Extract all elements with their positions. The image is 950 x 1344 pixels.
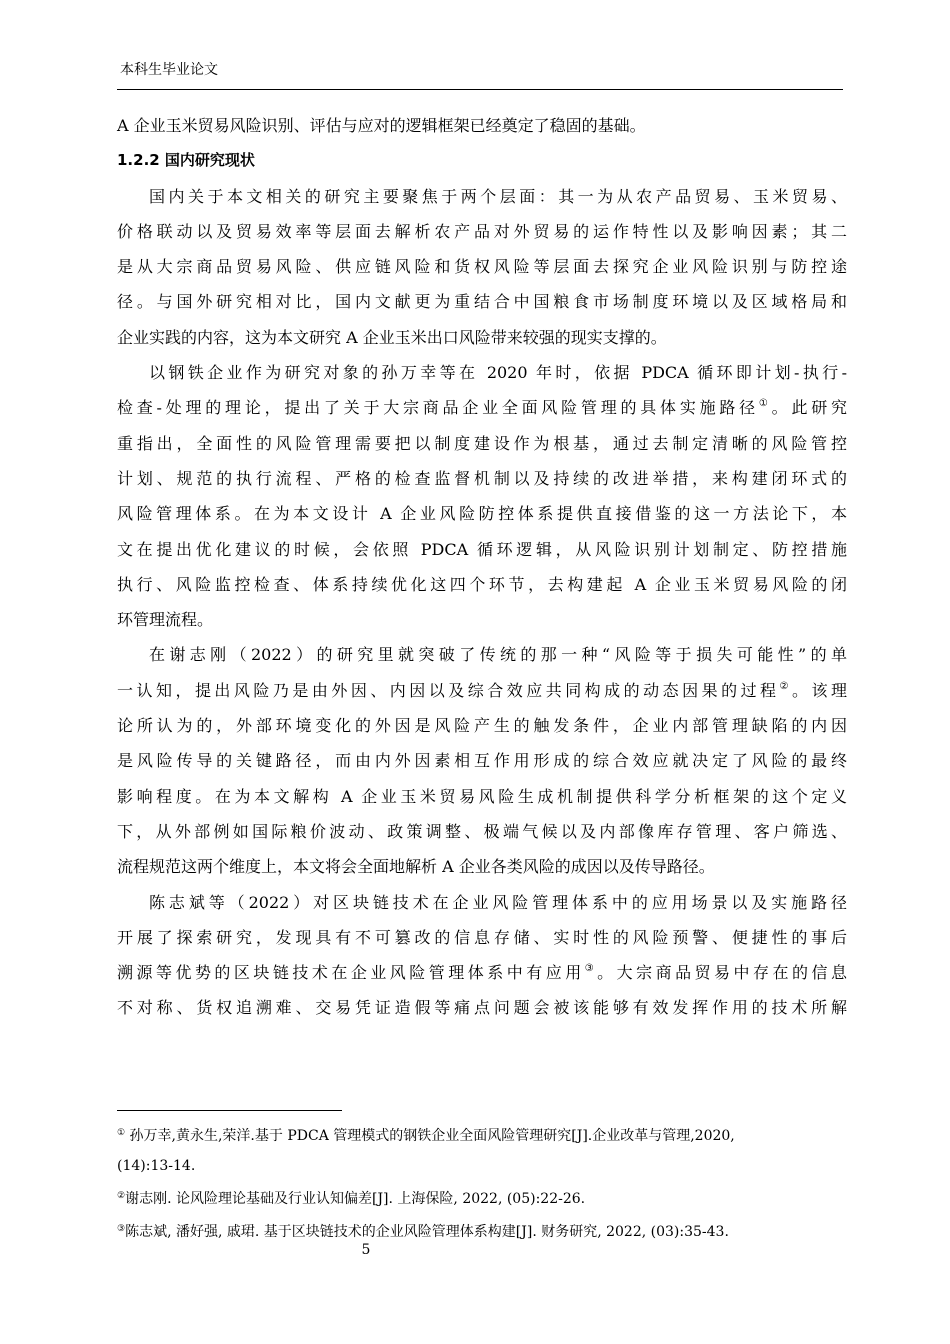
paragraph-line: 文在提出优化建议的时候，会依照 PDCA 循环逻辑，从风险识别计划制定、防控措施 xyxy=(117,539,847,559)
footnote-text: 陈志斌, 潘好强, 戚珺. 基于区块链技术的企业风险管理体系构建[J]. 财务研究, 2022, (03):35-43. xyxy=(125,1224,729,1240)
paragraph-line: 是从大宗商品贸易风险、供应链风险和货权风险等层面去探究企业风险识别与防控途 xyxy=(117,257,847,277)
paragraph-text: 溯源等优势的区块链技术在企业风险管理体系中有应用 xyxy=(117,963,585,983)
footnotes xyxy=(117,1118,847,1247)
paragraph-line: 不对称、货权追溯难、交易凭证造假等痛点问题会被该能够有效发挥作用的技术所解 xyxy=(117,998,847,1018)
paragraph-line: 国内关于本文相关的研究主要聚焦于两个层面：其一为从农产品贸易、玉米贸易、 xyxy=(149,186,847,206)
paragraph-line: 以钢铁企业作为研究对象的孙万幸等在 2020 年时，依据 PDCA 循环即计划-执行- xyxy=(149,363,847,383)
paragraph-text: 。大宗商品贸易中存在的信息 xyxy=(597,963,847,983)
footnote-ref: ② xyxy=(779,680,792,692)
paragraph-line: 重指出，全面性的风险管理需要把以制度建设作为根基，通过去制定清晰的风险管控 xyxy=(117,433,847,453)
footnote-text: 孙万幸,黄永生,荣洋.基于 PDCA 管理模式的钢铁企业全面风险管理研究[J].企业改革与管理,2020, xyxy=(129,1128,735,1144)
paragraph-line: 下，从外部例如国际粮价波动、政策调整、极端气候以及内部像库存管理、客户筛选、 xyxy=(117,821,847,841)
header-title: 本科生毕业论文 xyxy=(120,62,218,78)
section-heading: 1.2.2 国内研究现状 xyxy=(117,151,255,170)
paragraph-line: 论所认为的，外部环境变化的外因是风险产生的触发条件，企业内部管理缺陷的内因 xyxy=(117,716,847,736)
paragraph-line: 环管理流程。 xyxy=(117,610,214,630)
footnote-text: 谢志刚. 论风险理论基础及行业认知偏差[J]. 上海保险, 2022, (05):22-26. xyxy=(125,1191,586,1207)
paragraph-line: 价格联动以及贸易效率等层面去解析农产品对外贸易的运作特性以及影响因素；其二 xyxy=(117,221,847,241)
paragraph-line xyxy=(117,673,847,708)
footnote-mark: ① xyxy=(117,1128,126,1138)
paragraph-text: 。此研究 xyxy=(771,398,847,418)
paragraph-text: 一认知，提出风险乃是由外因、内因以及综合效应共同构成的动态因果的过程 xyxy=(117,680,780,700)
footnote-1-continued: (14):13-14. xyxy=(117,1158,196,1174)
body-text xyxy=(117,108,847,1026)
paragraph-line: 是风险传导的关键路径，而由内外因素相互作用形成的综合效应就决定了风险的最终 xyxy=(117,751,847,771)
paragraph-line: 陈志斌等（2022）对区块链技术在企业风险管理体系中的应用场景以及实施路径 xyxy=(149,892,847,912)
paragraph-line xyxy=(117,390,847,425)
paragraph-text: 。该理 xyxy=(792,680,847,700)
page-header xyxy=(117,60,843,80)
page-number: 5 xyxy=(361,1242,371,1258)
paragraph-text: 检查-处理的理论，提出了关于大宗商品企业全面风险管理的具体实施路径 xyxy=(117,398,759,418)
paragraph-line: 影响程度。在为本文解构 A 企业玉米贸易风险生成机制提供科学分析框架的这个定义 xyxy=(117,786,847,806)
paragraph-line: 开展了探索研究，发现具有不可篡改的信息存储、实时性的风险预警、便捷性的事后 xyxy=(117,927,847,947)
paragraph-line: 径。与国外研究相对比，国内文献更为重结合中国粮食市场制度环境以及区域格局和 xyxy=(117,292,847,312)
footnote-ref: ③ xyxy=(584,963,598,975)
footnote-3 xyxy=(117,1214,847,1247)
footnote-mark: ② xyxy=(117,1191,126,1201)
paragraph-line: 执行、风险监控检查、体系持续优化这四个环节，去构建起 A 企业玉米贸易风险的闭 xyxy=(117,574,847,594)
header-rule xyxy=(117,89,843,90)
footnote-2 xyxy=(117,1181,847,1214)
paragraph-line: 流程规范这两个维度上，本文将会全面地解析 A 企业各类风险的成因以及传导路径。 xyxy=(117,857,715,877)
footnote-1 xyxy=(117,1118,847,1151)
footnote-ref: ① xyxy=(758,398,772,410)
paragraph-line: 在谢志刚（2022）的研究里就突破了传统的那一种“风险等于损失可能性”的单 xyxy=(149,645,847,665)
paragraph-line: 企业实践的内容，这为本文研究 A 企业玉米出口风险带来较强的现实支撑的。 xyxy=(117,327,667,347)
paragraph-line: 计划、规范的执行流程、严格的检查监督机制以及持续的改进举措，来构建闭环式的 xyxy=(117,468,847,488)
footnote-separator xyxy=(117,1110,342,1111)
paragraph-line: A 企业玉米贸易风险识别、评估与应对的逻辑框架已经奠定了稳固的基础。 xyxy=(117,116,646,135)
paragraph-line xyxy=(117,955,847,990)
footnote-mark: ③ xyxy=(117,1224,126,1234)
paragraph-line: 风险管理体系。在为本文设计 A 企业风险防控体系提供直接借鉴的这一方法论下，本 xyxy=(117,504,847,524)
